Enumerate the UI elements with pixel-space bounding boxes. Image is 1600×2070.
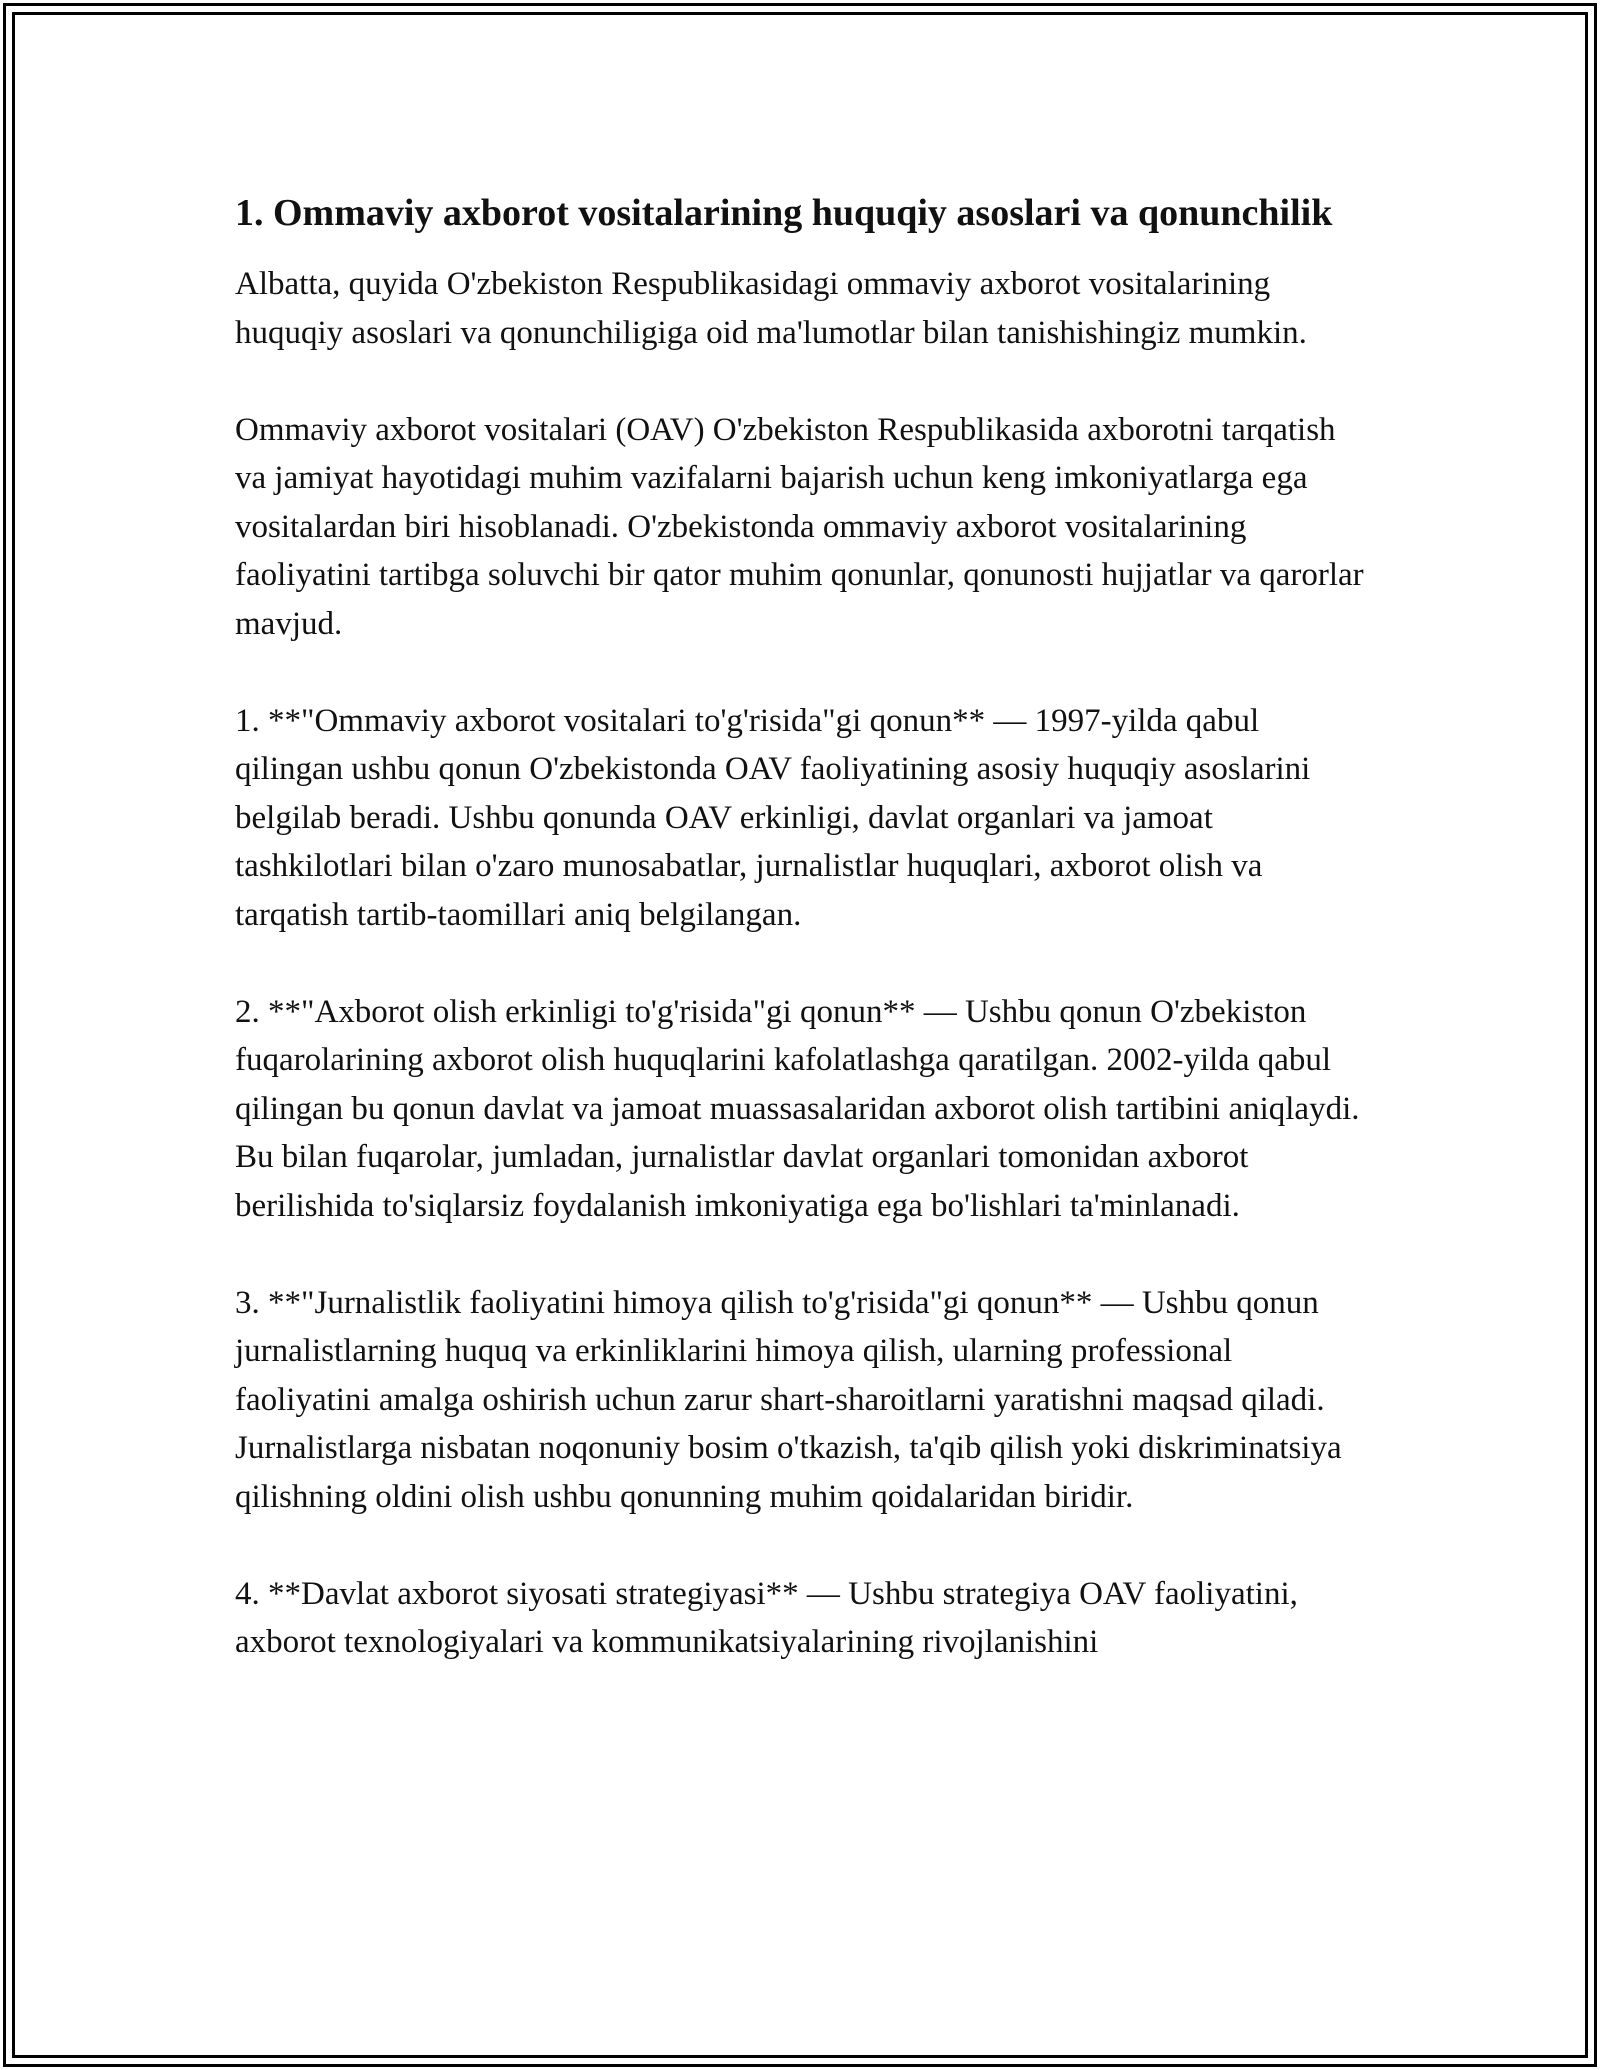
document-body [235, 186, 1370, 1715]
paragraph-intro: Albatta, quyida O'zbekiston Respublikasidagi ommaviy axborot vositalarining huquqiy asoslari va qonunchiligiga oid ma'lumotlar bilan tanishishingiz mumkin. [235, 266, 1307, 351]
section-heading: 1. Ommaviy axborot vositalarining huquqiy asoslari va qonunchilik [235, 192, 1333, 234]
paragraph-strategy-4: 4. **Davlat axborot siyosati strategiyasi** — Ushbu strategiya OAV faoliyatini, axborot texnologiyalari va kommunikatsiyalarining rivojlanishini [235, 1575, 1298, 1660]
paragraph-law-3: 3. **"Jurnalistlik faoliyatini himoya qilish to'g'risida"gi qonun** — Ushbu qonun jurnalistlarning huquq va erkinliklarini himoya qilish, ularning professional faoliyatini amalga oshirish uchun zarur shart-sharoitlarni yaratishni maqsad qiladi. Jurnalistlarga nisbatan noqonuniy bosim o'tkazish, ta'qib qilish yoki diskriminatsiya qilishning oldini olish ushbu qonunning muhim qoidalaridan biridir. [235, 1284, 1342, 1515]
paragraph-law-2: 2. **"Axborot olish erkinligi to'g'risida"gi qonun** — Ushbu qonun O'zbekiston fuqarolarining axborot olish huquqlarini kafolatlashga qaratilgan. 2002-yilda qabul qilingan bu qonun davlat va jamoat muassasalaridan axborot olish tartibini aniqlaydi. Bu bilan fuqarolar, jumladan, jurnalistlar davlat organlari tomonidan axborot berilishida to'siqlarsiz foydalanish imkoniyatiga ega bo'lishlari ta'minlanadi. [235, 993, 1360, 1224]
paragraph-overview: Ommaviy axborot vositalari (OAV) O'zbekiston Respublikasida axborotni tarqatish va jamiyat hayotidagi muhim vazifalarni bajarish uchun keng imkoniyatlarga ega vositalardan biri hisoblanadi. O'zbekistonda ommaviy axborot vositalarining faoliyatini tartibga soluvchi bir qator muhim qonunlar, qonunosti hujjatlar va qarorlar mavjud. [235, 411, 1364, 642]
paragraph-law-1: 1. **"Ommaviy axborot vositalari to'g'risida"gi qonun** — 1997-yilda qabul qilingan ushbu qonun O'zbekistonda OAV faoliyatining asosiy huquqiy asoslarini belgilab beradi. Ushbu qonunda OAV erkinligi, davlat organlari va jamoat tashkilotlari bilan o'zaro munosabatlar, jurnalistlar huquqlari, axborot olish va tarqatish tartib-taomillari aniq belgilangan. [235, 702, 1311, 933]
